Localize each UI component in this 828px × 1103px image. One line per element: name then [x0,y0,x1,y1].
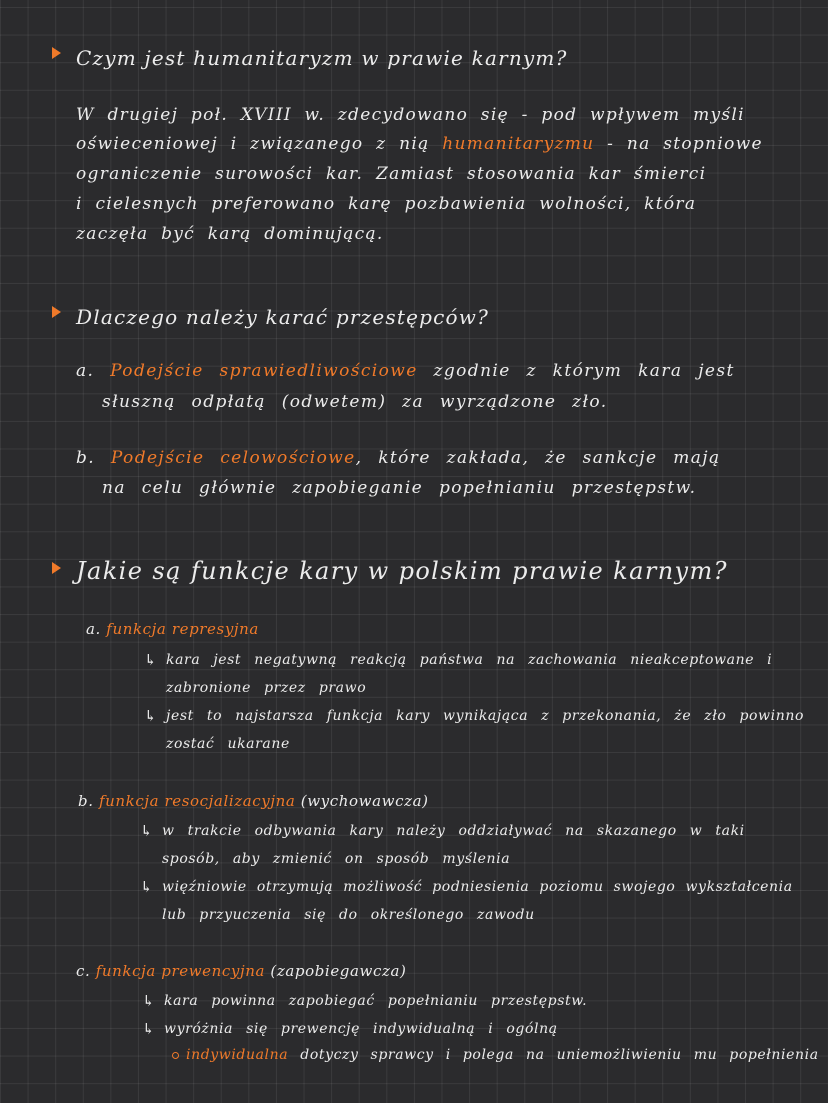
term-sprawiedliwosciowe: Podejście sprawiedliwościowe [110,361,418,381]
term-prewencyjna: funkcja prewencyjna [95,962,266,980]
answer-1-line: ograniczenie surowości kar. Zamiast stosowania kar śmierci [76,164,707,184]
function-b-heading: b. funkcja resocjalizacyjna (wychowawcza) [78,792,429,810]
item-a-line: a. Podejście sprawiedliwościowe zgodnie z którym kara jest [76,361,735,381]
term-indywidualna: indywidualna [186,1047,289,1063]
arrow-icon: ↳ [144,651,157,669]
function-a-point: kara jest negatywną reakcją państwa na zachowania nieakceptowane i [166,652,773,668]
question-3-title: Jakie są funkcje kary w polskim prawie karnym? [76,557,728,585]
arrow-icon: ↳ [144,707,157,725]
answer-1-line: W drugiej poł. XVIII w. zdecydowano się - pod wpływem myśli [76,105,745,125]
term-represyjna: funkcja represyjna [106,620,259,638]
item-b-line: b. Podejście celowościowe, które zakłada, że sankcje mają [76,448,721,468]
term-humanitaryzm: humanitaryzmu [442,134,595,154]
function-c-point: wyróżnia się prewencję indywidualną i ogólną [164,1021,558,1037]
arrow-icon: ↳ [140,878,153,896]
term-celowosciowe: Podejście celowościowe [110,448,356,468]
function-a-point: zabronione przez prawo [166,680,367,696]
answer-1-line: zaczęła być karą dominującą. [76,224,384,244]
function-b-point: więźniowie otrzymują możliwość podniesienia poziomu swojego wykształcenia [162,879,793,895]
question-1-title: Czym jest humanitaryzm w prawie karnym? [76,46,568,70]
item-a-line: słuszną odpłatą (odwetem) za wyrządzone zło. [102,392,608,412]
answer-1-line: i cielesnych preferowano karę pozbawienia wolności, która [76,194,697,214]
bullet-icon [52,562,61,574]
function-a-heading: a. funkcja represyjna [86,620,259,638]
arrow-icon: ↳ [142,1020,155,1038]
function-c-point: kara powinna zapobiegać popełnianiu przestępstw. [164,993,588,1009]
circle-bullet-icon [172,1052,179,1059]
function-b-point: sposób, aby zmienić on sposób myślenia [162,851,511,867]
function-c-heading: c. funkcja prewencyjna (zapobiegawcza) [76,962,407,980]
term-resocjalizacyjna: funkcja resocjalizacyjna [98,792,296,810]
arrow-icon: ↳ [140,822,153,840]
function-b-point: w trakcie odbywania kary należy oddziaływać na skazanego w taki [162,823,745,839]
question-2-title: Dlaczego należy karać przestępców? [76,305,490,329]
bullet-icon [52,306,61,318]
function-c-subpoint: indywidualna dotyczy sprawcy i polega na uniemożliwieniu mu popełnienia [186,1047,819,1063]
function-a-point: jest to najstarsza funkcja kary wynikająca z przekonania, że zło powinno [166,708,804,724]
function-a-point: zostać ukarane [166,736,290,752]
arrow-icon: ↳ [142,992,155,1010]
function-b-point: lub przyuczenia się do określonego zawodu [162,907,535,923]
answer-1-line: oświeceniowej i związanego z nią humanitaryzmu - na stopniowe [76,134,763,154]
bullet-icon [52,47,61,59]
item-b-line: na celu głównie zapobieganie popełnianiu przestępstw. [102,478,697,498]
